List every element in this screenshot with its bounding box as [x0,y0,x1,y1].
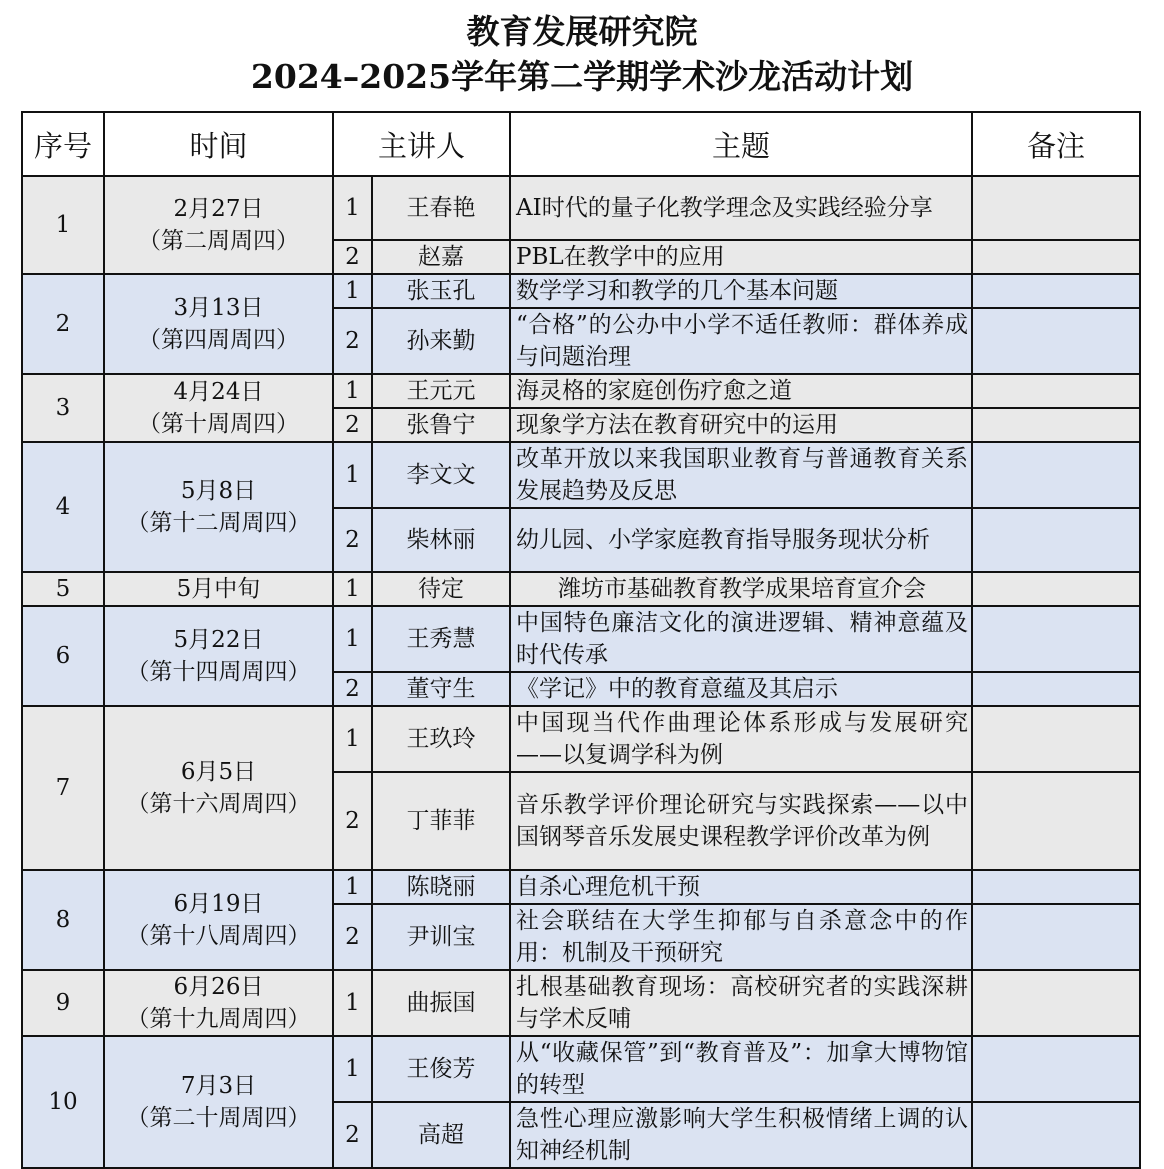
topic: 海灵格的家庭创伤疗愈之道 [510,374,972,408]
topic: 急性心理应激影响大学生积极情绪上调的认知神经机制 [510,1102,972,1168]
remark [972,408,1140,442]
speaker: 曲振国 [372,970,510,1036]
date-cell [104,970,333,1036]
date-cell [104,706,333,870]
remark [972,870,1140,904]
date: 3月13日 [173,295,264,321]
talk-index: 2 [333,772,372,870]
talk-index: 1 [333,442,372,508]
row-number: 9 [22,970,104,1036]
table-row [22,970,1140,1036]
talk-index: 2 [333,308,372,374]
header-row [22,112,1140,176]
week: （第二十周周四） [126,1105,311,1131]
speaker: 王元元 [372,374,510,408]
row-number: 8 [22,870,104,970]
week: （第十四周周四） [126,659,311,685]
date: 2月27日 [173,196,264,222]
week: （第二周周四） [138,228,299,254]
talk-index: 1 [333,374,372,408]
topic: 中国特色廉洁文化的演进逻辑、精神意蕴及时代传承 [510,606,972,672]
header-speaker: 主讲人 [333,112,510,176]
plan-title: 2024–2025学年第二学期学术沙龙活动计划 [250,57,914,96]
speaker: 丁菲菲 [372,772,510,870]
table-row [22,572,1140,606]
header-remark: 备注 [972,112,1140,176]
date: 5月8日 [180,478,257,504]
topic: 音乐教学评价理论研究与实践探索——以中国钢琴音乐发展史课程教学评价改革为例 [510,772,972,870]
remark [972,240,1140,274]
date: 6月26日 [173,974,264,1000]
topic: 数学学习和教学的几个基本问题 [510,274,972,308]
talk-index: 1 [333,1036,372,1102]
remark [972,672,1140,706]
talk-index: 1 [333,176,372,240]
topic: 幼儿园、小学家庭教育指导服务现状分析 [510,508,972,572]
talk-index: 2 [333,904,372,970]
remark [972,176,1140,240]
topic: 潍坊市基础教育教学成果培育宣介会 [510,572,972,606]
talk-index: 1 [333,970,372,1036]
talk-index: 2 [333,408,372,442]
date-cell [104,606,333,706]
week: （第十二周周四） [126,510,311,536]
talk-index: 1 [333,606,372,672]
week: （第四周周四） [138,327,299,353]
week: （第十八周周四） [126,923,311,949]
row-number: 2 [22,274,104,374]
talk-index: 2 [333,508,372,572]
speaker: 李文文 [372,442,510,508]
remark [972,772,1140,870]
topic: PBL在教学中的应用 [510,240,972,274]
speaker: 王春艳 [372,176,510,240]
talk-index: 1 [333,572,372,606]
talk-index: 1 [333,274,372,308]
row-number: 6 [22,606,104,706]
speaker: 柴林丽 [372,508,510,572]
speaker: 张鲁宁 [372,408,510,442]
remark [972,970,1140,1036]
remark [972,308,1140,374]
talk-index: 2 [333,240,372,274]
salon-schedule-table [21,111,1141,1169]
speaker: 王俊芳 [372,1036,510,1102]
topic: 社会联结在大学生抑郁与自杀意念中的作用：机制及干预研究 [510,904,972,970]
row-number: 7 [22,706,104,870]
speaker: 高超 [372,1102,510,1168]
date: 5月22日 [173,627,264,653]
table-row [22,870,1140,904]
topic: 《学记》中的教育意蕴及其启示 [510,672,972,706]
header-time: 时间 [104,112,333,176]
topic: AI时代的量子化教学理念及实践经验分享 [510,176,972,240]
topic: 自杀心理危机干预 [510,870,972,904]
talk-index: 2 [333,1102,372,1168]
speaker: 陈晓丽 [372,870,510,904]
remark [972,572,1140,606]
date: 4月24日 [173,379,264,405]
date-cell [104,1036,333,1168]
speaker: 待定 [372,572,510,606]
week: （第十九周周四） [126,1006,311,1032]
speaker: 王玖玲 [372,706,510,772]
talk-index: 1 [333,706,372,772]
topic: 改革开放以来我国职业教育与普通教育关系发展趋势及反思 [510,442,972,508]
table-row [22,706,1140,772]
date: 6月5日 [180,759,257,785]
date-cell [104,176,333,274]
remark [972,374,1140,408]
week: （第十周周四） [138,411,299,437]
row-number: 3 [22,374,104,442]
speaker: 董守生 [372,672,510,706]
date-cell [104,870,333,970]
date-cell [104,442,333,572]
table-row [22,442,1140,508]
date-cell [104,274,333,374]
speaker: 赵嘉 [372,240,510,274]
speaker: 王秀慧 [372,606,510,672]
topic: 扎根基础教育现场：高校研究者的实践深耕与学术反哺 [510,970,972,1036]
speaker: 尹训宝 [372,904,510,970]
table-row [22,374,1140,408]
table-row [22,1036,1140,1102]
remark [972,706,1140,772]
topic: 从“收藏保管”到“教育普及”：加拿大博物馆的转型 [510,1036,972,1102]
date-cell [104,374,333,442]
remark [972,1036,1140,1102]
talk-index: 1 [333,870,372,904]
week: （第十六周周四） [126,791,311,817]
row-number: 4 [22,442,104,572]
table-row [22,176,1140,240]
row-number: 10 [22,1036,104,1168]
remark [972,1102,1140,1168]
table-row [22,606,1140,672]
row-number: 1 [22,176,104,274]
institute-title: 教育发展研究院 [466,12,698,51]
topic: “合格”的公办中小学不适任教师：群体养成与问题治理 [510,308,972,374]
header-topic: 主题 [510,112,972,176]
date: 5月中旬 [176,576,261,602]
remark [972,606,1140,672]
remark [972,442,1140,508]
speaker: 张玉孔 [372,274,510,308]
date: 7月3日 [180,1073,257,1099]
talk-index: 2 [333,672,372,706]
date: 6月19日 [173,891,264,917]
topic: 中国现当代作曲理论体系形成与发展研究——以复调学科为例 [510,706,972,772]
table-row [22,274,1140,308]
header-no: 序号 [22,112,104,176]
speaker: 孙来勤 [372,308,510,374]
remark [972,274,1140,308]
remark [972,904,1140,970]
row-number: 5 [22,572,104,606]
topic: 现象学方法在教育研究中的运用 [510,408,972,442]
date-cell [104,572,333,606]
remark [972,508,1140,572]
